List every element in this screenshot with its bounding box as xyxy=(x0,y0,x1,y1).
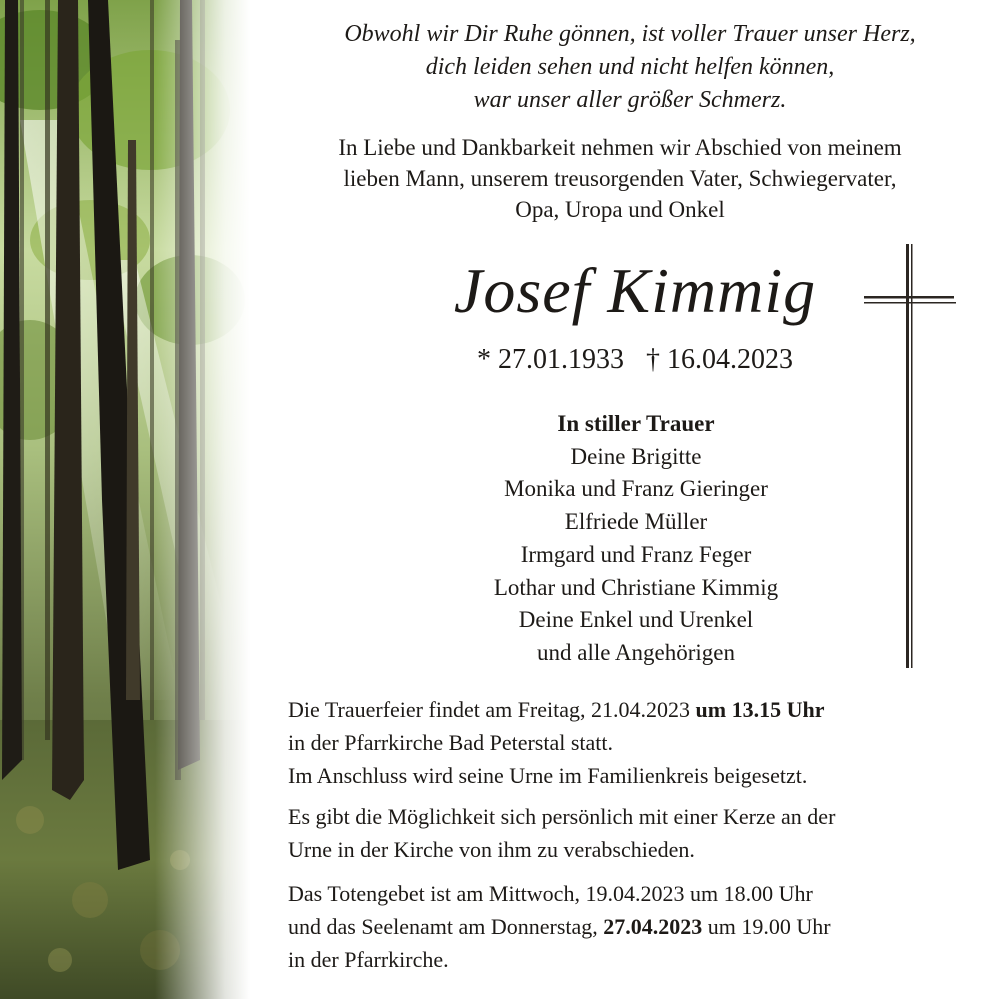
mourner-name: und alle Angehörigen xyxy=(536,639,735,665)
forest-photo xyxy=(0,0,250,999)
mourner-name: Monika und Franz Gieringer xyxy=(504,476,768,502)
mourners-heading: In stiller Trauer xyxy=(557,411,715,436)
funeral-info xyxy=(288,693,988,792)
prayer-line-3: in der Pfarrkirche. xyxy=(288,947,449,972)
funeral-line-2: in der Pfarrkirche Bad Peterstal statt. xyxy=(288,730,614,755)
memorial-verse xyxy=(270,18,990,117)
prayer-info xyxy=(288,877,988,976)
funeral-date-text: Die Trauerfeier findet am Freitag, 21.04.2023 xyxy=(288,697,696,722)
funeral-time: um 13.15 Uhr xyxy=(695,697,825,722)
verse-line: war unser aller größer Schmerz. xyxy=(473,87,787,113)
mourner-name: Lothar und Christiane Kimmig xyxy=(493,574,779,600)
farewell-line: Urne in der Kirche von ihm zu verabschieden. xyxy=(288,837,695,862)
cross-icon xyxy=(862,244,958,668)
funeral-line-1 xyxy=(288,693,988,726)
prayer-line-1: Das Totengebet ist am Mittwoch, 19.04.2023 um 18.00 Uhr xyxy=(288,881,813,906)
prayer-line-2-prefix: und das Seelenamt am Donnerstag, xyxy=(288,914,604,939)
verse-line: Obwohl wir Dir Ruhe gönnen, ist voller Trauer unser Herz, xyxy=(344,21,916,47)
death-date: † 16.04.2023 xyxy=(646,344,793,375)
intro-line: In Liebe und Dankbarkeit nehmen wir Abschied von meinem xyxy=(338,135,902,160)
intro-line: Opa, Uropa und Onkel xyxy=(515,197,725,222)
verse-line: dich leiden sehen und nicht helfen können, xyxy=(425,54,835,80)
mourners-list xyxy=(400,408,872,670)
farewell-intro xyxy=(270,132,970,225)
farewell-info xyxy=(288,800,988,866)
intro-line: lieben Mann, unserem treusorgenden Vater, Schwiegervater, xyxy=(343,166,897,191)
life-dates xyxy=(400,340,870,380)
prayer-line-2 xyxy=(288,910,988,943)
mourner-name: Elfriede Müller xyxy=(564,509,708,535)
mourner-name: Irmgard und Franz Feger xyxy=(520,541,752,567)
funeral-line-3: Im Anschluss wird seine Urne im Familienkreis beigesetzt. xyxy=(288,763,808,788)
birth-date: * 27.01.1933 xyxy=(477,344,624,375)
mourner-name: Deine Enkel und Urenkel xyxy=(518,607,754,633)
farewell-line: Es gibt die Möglichkeit sich persönlich mit einer Kerze an der xyxy=(288,804,836,829)
mourner-name: Deine Brigitte xyxy=(570,443,702,469)
requiem-date: 27.04.2023 xyxy=(603,914,703,939)
deceased-name: Josef Kimmig xyxy=(453,255,817,326)
prayer-line-2-suffix: um 19.00 Uhr xyxy=(702,914,831,939)
